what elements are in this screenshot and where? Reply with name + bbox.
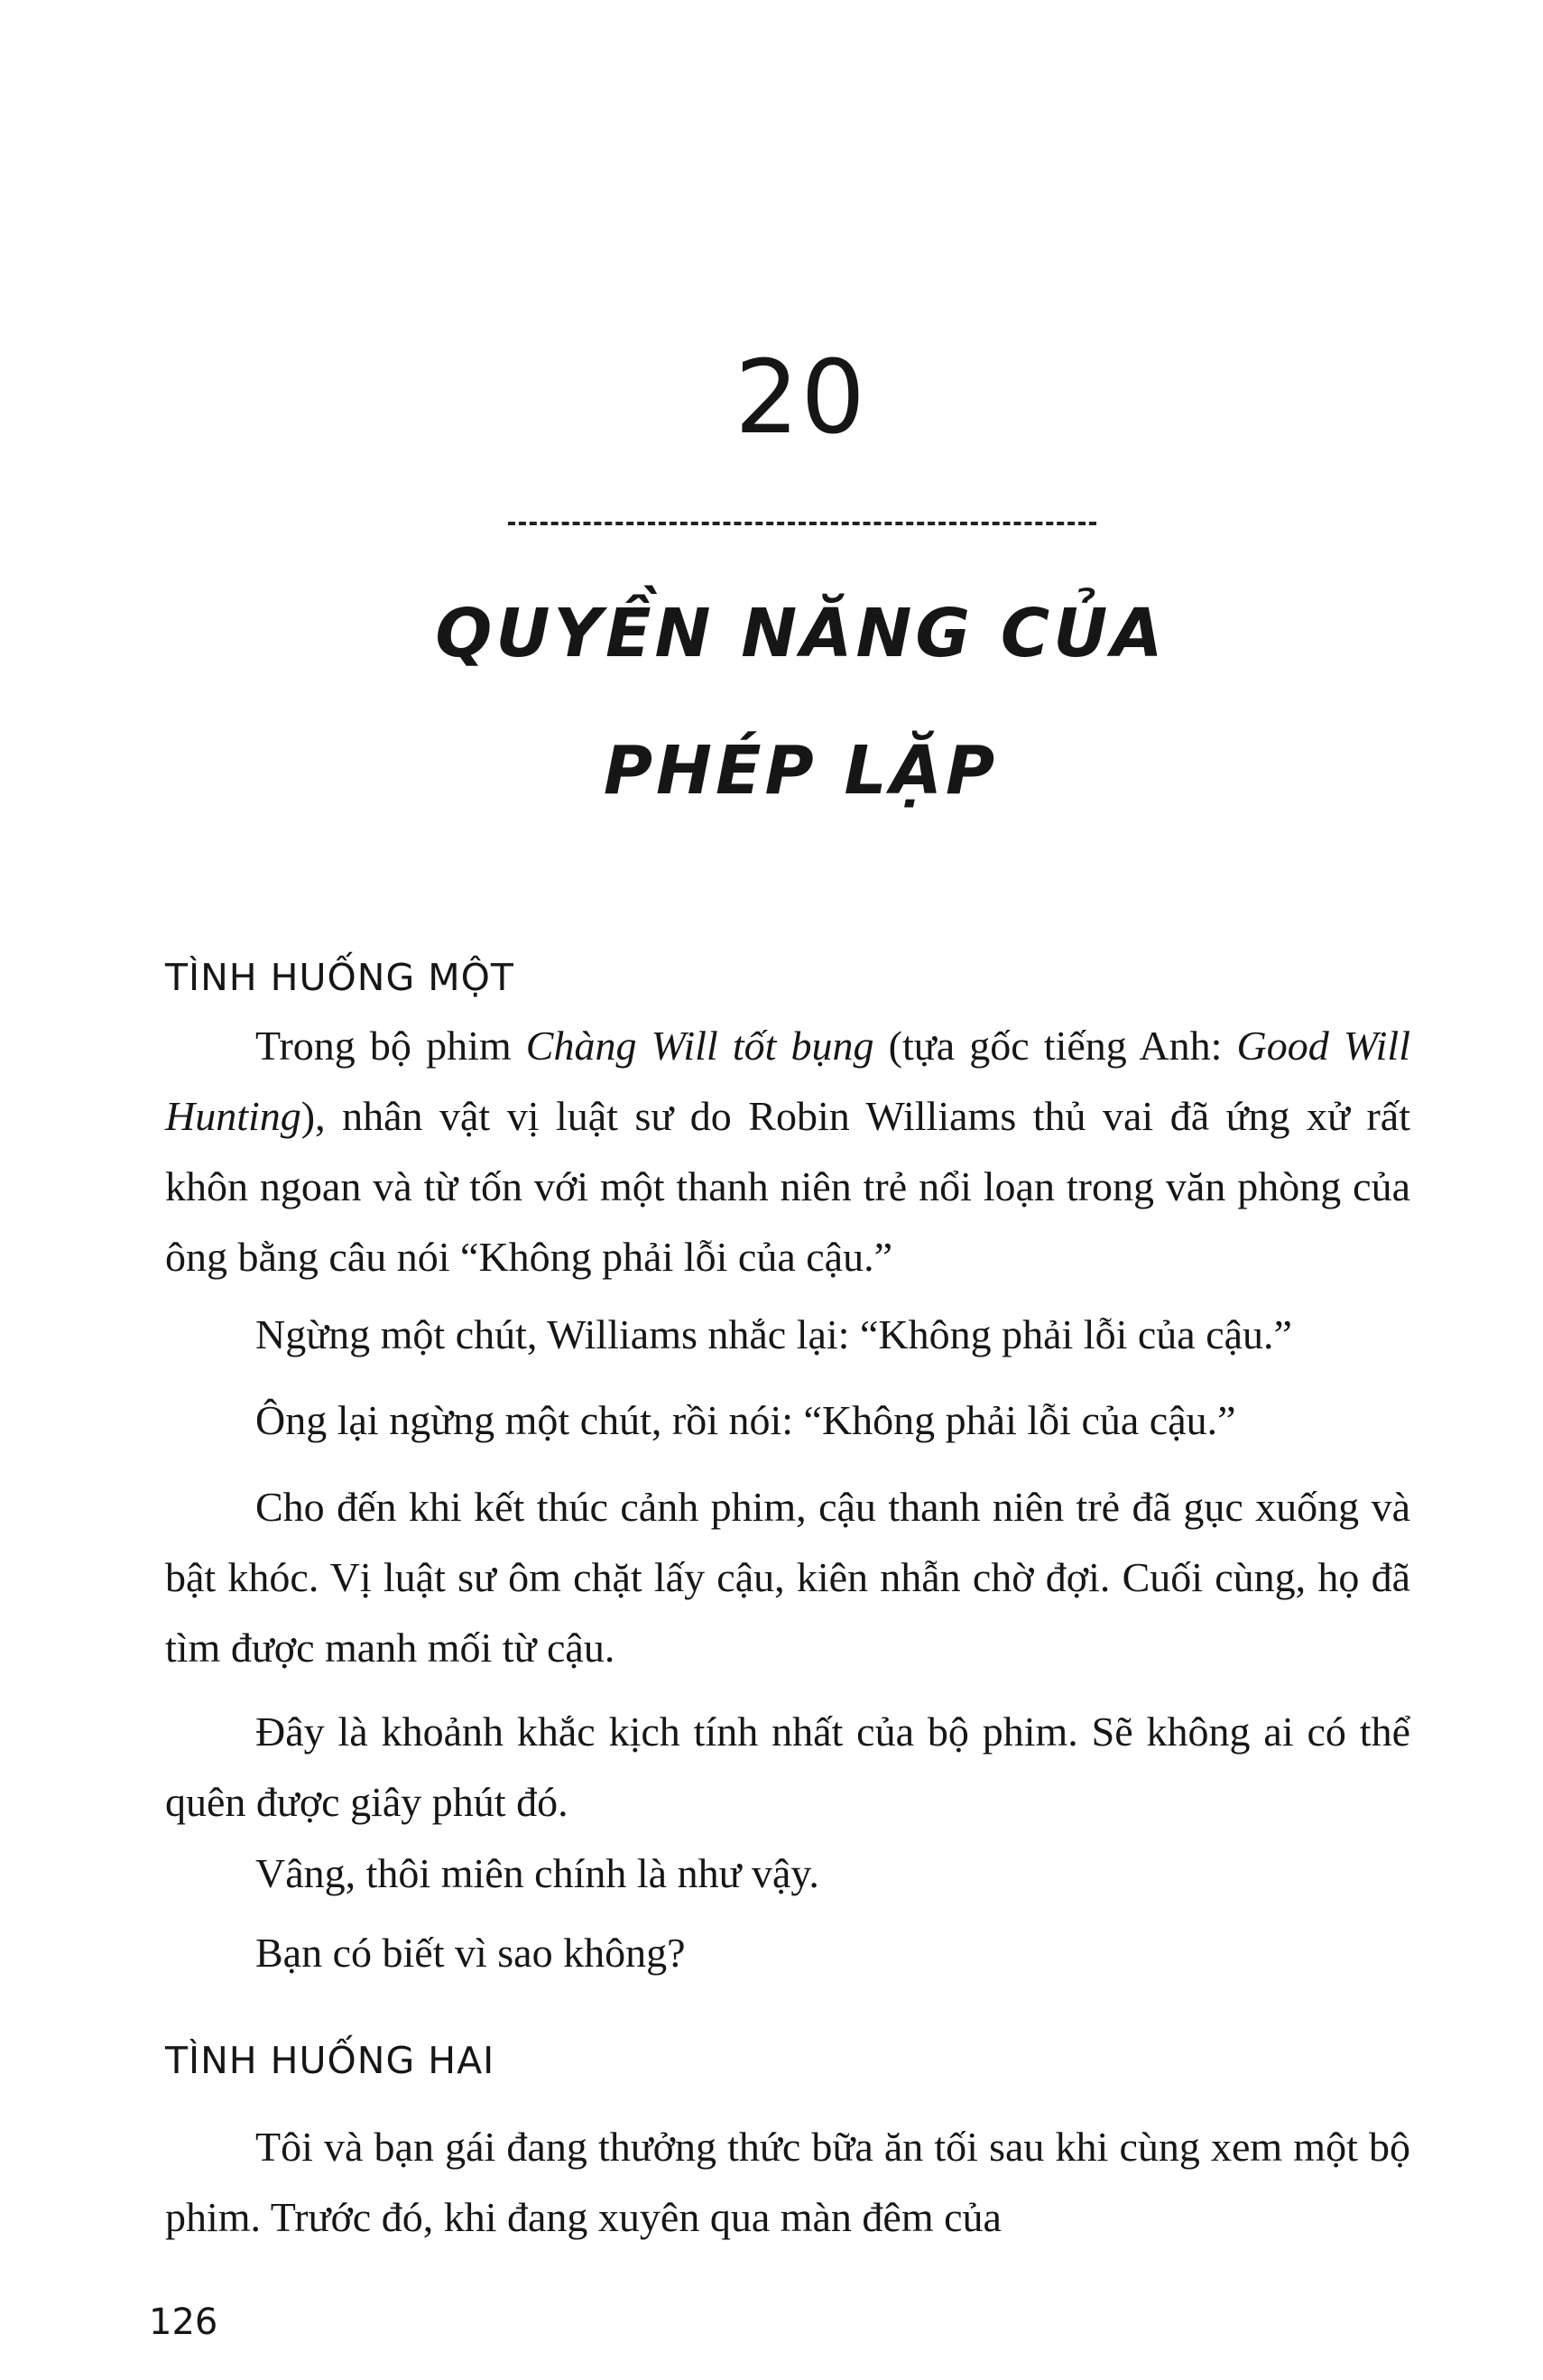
paragraph: Ngừng một chút, Williams nhắc lại: “Không phải lỗi của cậu.”: [255, 1311, 1292, 1357]
film-title: Chàng Will tốt bụng: [525, 1023, 874, 1069]
section-heading-1: TÌNH HUỐNG MỘT: [165, 956, 514, 999]
chapter-divider: [508, 522, 1096, 525]
paragraph-text: (tựa gốc tiếng Anh:: [873, 1023, 1237, 1069]
chapter-title-line-2: PHÉP LẶP: [603, 732, 999, 810]
paragraph: Tôi và bạn gái đang thưởng thức bữa ăn tối sau khi cùng xem một bộ phim. Trước đó, khi đang xuyên qua màn đêm của: [165, 2124, 1410, 2240]
section-heading-2: TÌNH HUỐNG HAI: [165, 2039, 495, 2082]
paragraph: Đây là khoảnh khắc kịch tính nhất của bộ phim. Sẽ không ai có thể quên được giây phút đó.: [165, 1709, 1410, 1825]
original-film-title: Good Will Hunting: [165, 1023, 1410, 1139]
chapter-number: 20: [735, 339, 867, 457]
paragraph: Cho đến khi kết thúc cảnh phim, cậu thanh niên trẻ đã gục xuống và bật khóc. Vị luật sư ôm chặt lấy cậu, kiên nhẫn chờ đợi. Cuối cùng, họ đã tìm được manh mối từ cậu.: [165, 1484, 1410, 1671]
paragraph: Ông lại ngừng một chút, rồi nói: “Không phải lỗi của cậu.”: [255, 1397, 1236, 1443]
page-number: 126: [149, 2301, 218, 2343]
chapter-title: [0, 595, 1543, 875]
paragraph: Bạn có biết vì sao không?: [255, 1930, 686, 1976]
paragraph-text: ), nhân vật vị luật sư do Robin Williams thủ vai đã ứng xử rất khôn ngoan và từ tốn với một thanh niên trẻ nổi loạn trong văn phòng của ông bằng câu nói “Không phải lỗi của cậu.”: [165, 1093, 1410, 1280]
paragraph: Vâng, thôi miên chính là như vậy.: [255, 1850, 819, 1896]
paragraph: [165, 1011, 1410, 1292]
chapter-title-line-1: QUYỀN NĂNG CỦA: [435, 595, 1167, 672]
paragraph-text: Trong bộ phim: [255, 1023, 526, 1069]
